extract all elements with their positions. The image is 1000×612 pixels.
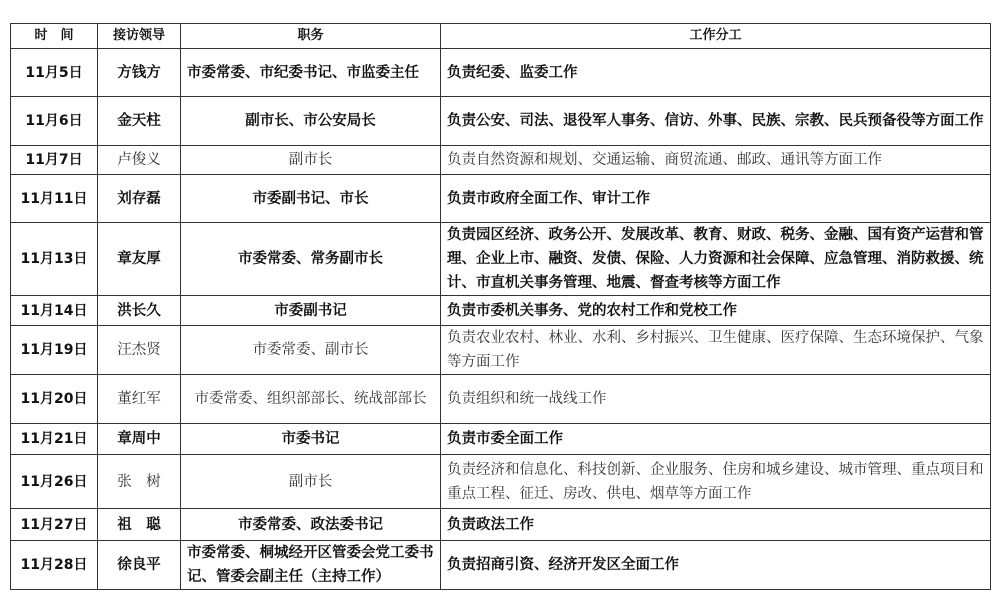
date-cell: 11月6日 bbox=[11, 97, 98, 146]
header-time: 时 间 bbox=[11, 24, 98, 49]
leader-cell: 刘存磊 bbox=[98, 175, 181, 223]
position-cell: 市委副书记 bbox=[181, 296, 441, 326]
duties-cell: 负责农业农村、林业、水利、乡村振兴、卫生健康、医疗保障、生态环境保护、气象等方面工作 bbox=[441, 326, 991, 375]
duties-cell: 负责经济和信息化、科技创新、企业服务、住房和城乡建设、城市管理、重点项目和重点工程、征迁、房改、供电、烟草等方面工作 bbox=[441, 455, 991, 509]
leader-cell: 祖 聪 bbox=[98, 509, 181, 541]
position-cell: 市委常委、副市长 bbox=[181, 326, 441, 375]
position-cell: 副市长 bbox=[181, 146, 441, 175]
duties-cell: 负责园区经济、政务公开、发展改革、教育、财政、税务、金融、国有资产运营和管理、企业上市、融资、发债、保险、人力资源和社会保障、应急管理、消防救援、统计、市直机关事务管理、地震、督查考核等方面工作 bbox=[441, 223, 991, 296]
duties-cell: 负责组织和统一战线工作 bbox=[441, 375, 991, 424]
table-row bbox=[11, 97, 991, 146]
date-cell: 11月11日 bbox=[11, 175, 98, 223]
header-leader: 接访领导 bbox=[98, 24, 181, 49]
header-position: 职务 bbox=[181, 24, 441, 49]
position-cell: 市委副书记、市长 bbox=[181, 175, 441, 223]
leader-cell: 方钱方 bbox=[98, 49, 181, 97]
leader-cell: 卢俊义 bbox=[98, 146, 181, 175]
date-cell: 11月26日 bbox=[11, 455, 98, 509]
position-cell: 市委常委、桐城经开区管委会党工委书记、管委会副主任（主持工作） bbox=[181, 541, 441, 590]
table-row bbox=[11, 424, 991, 455]
duties-cell: 负责政法工作 bbox=[441, 509, 991, 541]
position-cell: 市委常委、组织部部长、统战部部长 bbox=[181, 375, 441, 424]
leader-cell: 汪杰贤 bbox=[98, 326, 181, 375]
date-cell: 11月20日 bbox=[11, 375, 98, 424]
table-row bbox=[11, 509, 991, 541]
duties-cell: 负责市委全面工作 bbox=[441, 424, 991, 455]
duties-cell: 负责公安、司法、退役军人事务、信访、外事、民族、宗教、民兵预备役等方面工作 bbox=[441, 97, 991, 146]
position-cell: 市委常委、政法委书记 bbox=[181, 509, 441, 541]
position-cell: 市委常委、常务副市长 bbox=[181, 223, 441, 296]
duties-cell: 负责自然资源和规划、交通运输、商贸流通、邮政、通讯等方面工作 bbox=[441, 146, 991, 175]
date-cell: 11月7日 bbox=[11, 146, 98, 175]
table-row bbox=[11, 146, 991, 175]
leader-cell: 董红军 bbox=[98, 375, 181, 424]
header-duties: 工作分工 bbox=[441, 24, 991, 49]
duties-cell: 负责市委机关事务、党的农村工作和党校工作 bbox=[441, 296, 991, 326]
position-cell: 市委书记 bbox=[181, 424, 441, 455]
leader-cell: 章友厚 bbox=[98, 223, 181, 296]
leader-cell: 金天柱 bbox=[98, 97, 181, 146]
position-cell: 副市长 bbox=[181, 455, 441, 509]
date-cell: 11月5日 bbox=[11, 49, 98, 97]
table-row bbox=[11, 223, 991, 296]
duties-cell: 负责纪委、监委工作 bbox=[441, 49, 991, 97]
leader-cell: 洪长久 bbox=[98, 296, 181, 326]
leader-cell: 章周中 bbox=[98, 424, 181, 455]
date-cell: 11月28日 bbox=[11, 541, 98, 590]
table-row bbox=[11, 296, 991, 326]
position-cell: 副市长、市公安局长 bbox=[181, 97, 441, 146]
date-cell: 11月14日 bbox=[11, 296, 98, 326]
table-row bbox=[11, 175, 991, 223]
date-cell: 11月27日 bbox=[11, 509, 98, 541]
duties-cell: 负责招商引资、经济开发区全面工作 bbox=[441, 541, 991, 590]
header-row bbox=[11, 24, 991, 49]
leader-cell: 张 树 bbox=[98, 455, 181, 509]
leader-cell: 徐良平 bbox=[98, 541, 181, 590]
date-cell: 11月19日 bbox=[11, 326, 98, 375]
table-row bbox=[11, 541, 991, 590]
duties-cell: 负责市政府全面工作、审计工作 bbox=[441, 175, 991, 223]
date-cell: 11月21日 bbox=[11, 424, 98, 455]
table-row bbox=[11, 455, 991, 509]
position-cell: 市委常委、市纪委书记、市监委主任 bbox=[181, 49, 441, 97]
table-row bbox=[11, 375, 991, 424]
table-row bbox=[11, 49, 991, 97]
reception-schedule-table bbox=[10, 23, 991, 590]
date-cell: 11月13日 bbox=[11, 223, 98, 296]
table-row bbox=[11, 326, 991, 375]
